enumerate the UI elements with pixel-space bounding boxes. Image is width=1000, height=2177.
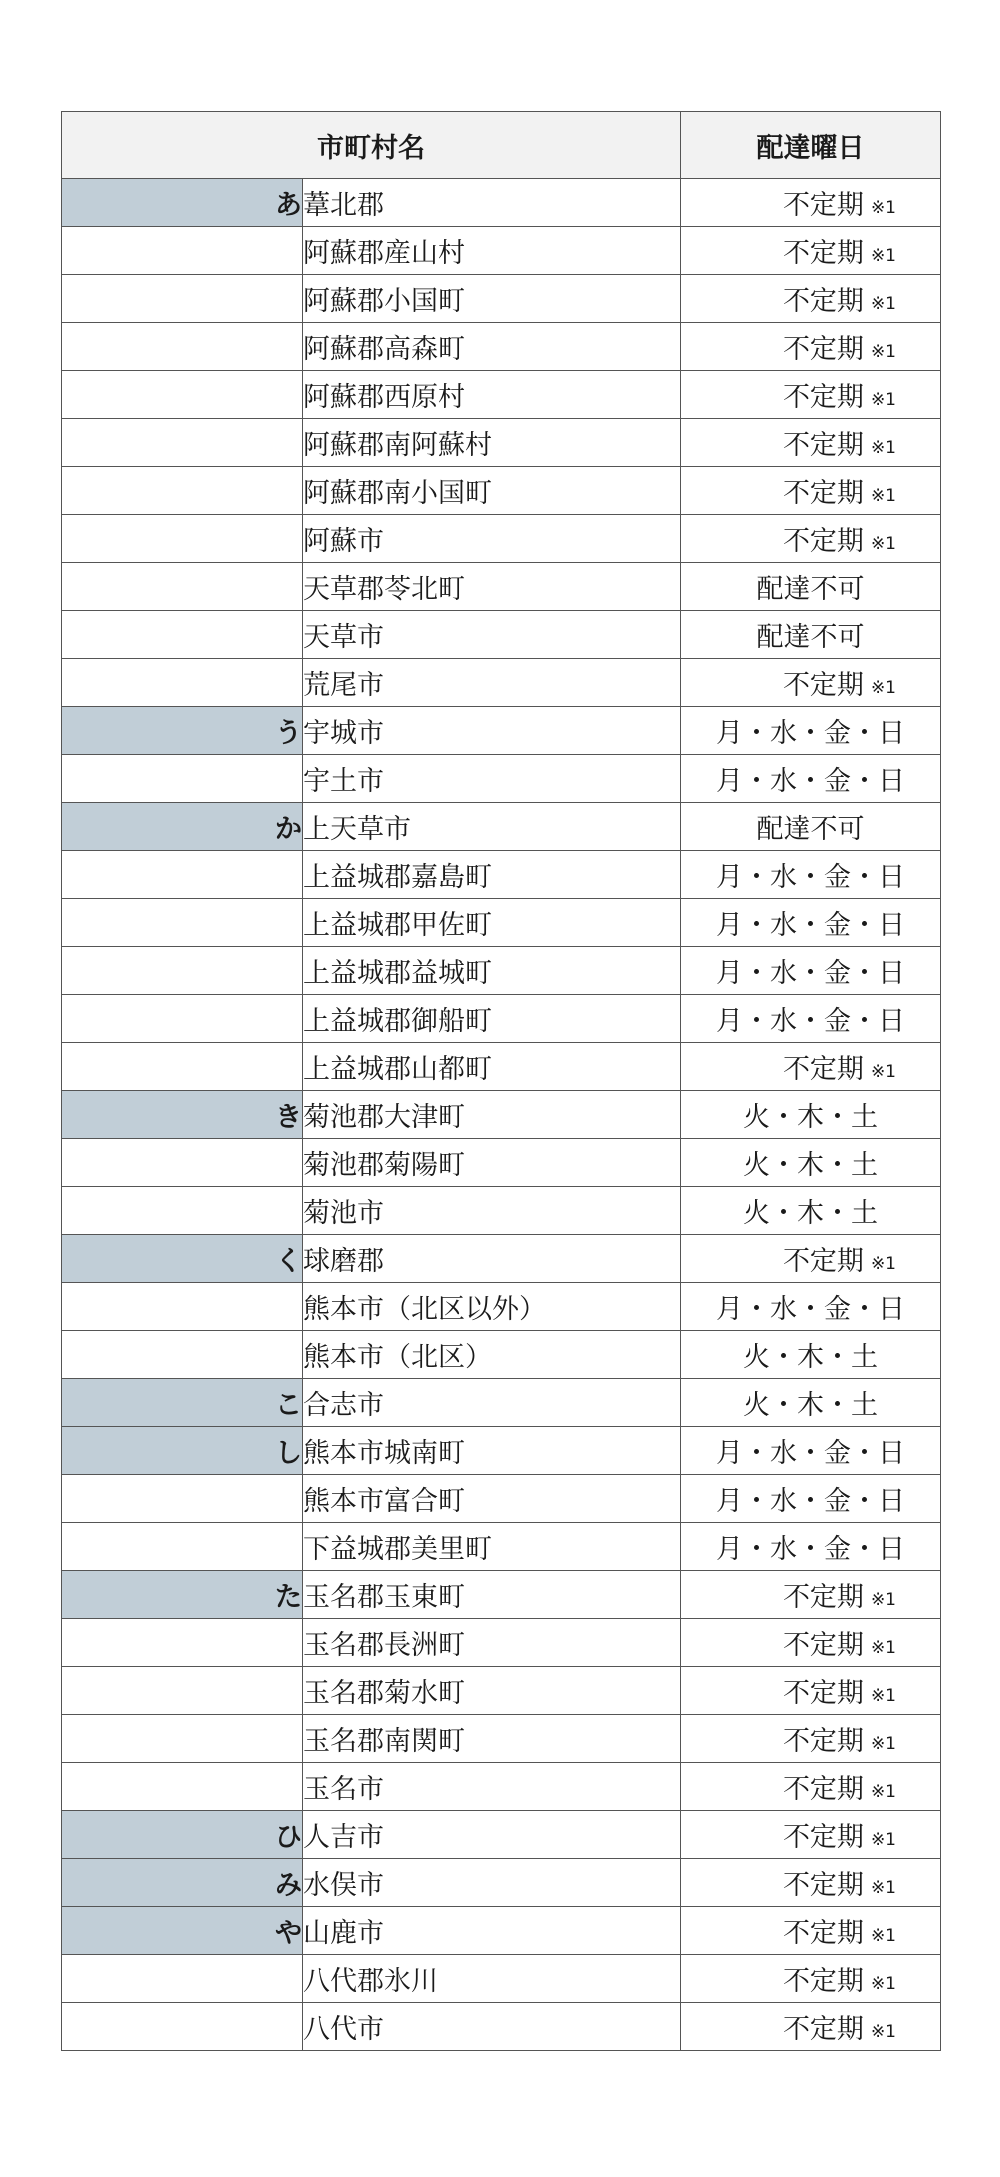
delivery-day-text: 月・水・金・日 [716,718,905,749]
footnote-mark: ※1 [870,246,896,266]
municipality-name-cell: 阿蘇郡南阿蘇村 [303,419,681,467]
delivery-schedule-table [61,111,941,2051]
municipality-name-cell: 八代郡氷川 [303,1955,681,2003]
kana-index-cell [62,419,303,467]
footnote-mark: ※1 [870,1254,896,1274]
footnote-mark: ※1 [870,1062,896,1082]
kana-index-cell [62,1763,303,1811]
kana-index-cell [62,563,303,611]
delivery-day-text: 月・水・金・日 [716,862,905,893]
delivery-day-text: 月・水・金・日 [716,1486,905,1517]
table-row [62,1139,941,1187]
kana-index-cell: う [62,707,303,755]
delivery-day-cell [681,611,941,659]
footnote-mark: ※1 [870,2022,896,2042]
municipality-name-cell: 菊池郡菊陽町 [303,1139,681,1187]
table-row [62,707,941,755]
table-row [62,1859,941,1907]
kana-index-cell: く [62,1235,303,1283]
kana-index-cell [62,467,303,515]
table-row [62,515,941,563]
delivery-day-text: 不定期 [782,1246,864,1277]
delivery-day-cell [681,179,941,227]
table-row [62,1427,941,1475]
municipality-name-cell: 宇城市 [303,707,681,755]
delivery-day-cell [681,755,941,803]
delivery-day-text: 配達不可 [756,814,865,845]
municipality-name-cell: 天草市 [303,611,681,659]
delivery-day-cell [681,1475,941,1523]
municipality-name-cell: 上益城郡山都町 [303,1043,681,1091]
delivery-day-text: 月・水・金・日 [716,1534,905,1565]
footnote-mark: ※1 [870,1638,896,1658]
delivery-day-text: 火・木・土 [743,1102,878,1133]
table-row [62,1955,941,2003]
municipality-name-cell: 八代市 [303,2003,681,2051]
delivery-day-cell [681,1331,941,1379]
delivery-day-cell [681,1139,941,1187]
municipality-name-cell: 菊池市 [303,1187,681,1235]
delivery-day-cell [681,371,941,419]
delivery-day-cell [681,1571,941,1619]
kana-index-cell: こ [62,1379,303,1427]
municipality-name-cell: 熊本市富合町 [303,1475,681,1523]
footnote-mark: ※1 [870,1782,896,1802]
delivery-day-text: 不定期 [782,1822,864,1853]
municipality-name-cell: 人吉市 [303,1811,681,1859]
table-row [62,1331,941,1379]
delivery-day-text: 火・木・土 [743,1150,878,1181]
delivery-day-cell [681,1763,941,1811]
delivery-day-cell [681,1523,941,1571]
table-row [62,1523,941,1571]
delivery-day-text: 不定期 [782,190,864,221]
municipality-name-cell: 玉名郡菊水町 [303,1667,681,1715]
table-row [62,2003,941,2051]
delivery-day-cell [681,1619,941,1667]
table-row [62,1379,941,1427]
municipality-name-cell: 菊池郡大津町 [303,1091,681,1139]
kana-index-cell: や [62,1907,303,1955]
kana-index-cell [62,275,303,323]
delivery-day-text: 月・水・金・日 [716,1006,905,1037]
delivery-day-text: 火・木・土 [743,1198,878,1229]
delivery-day-cell [681,1955,941,2003]
delivery-day-cell [681,227,941,275]
footnote-mark: ※1 [870,486,896,506]
delivery-day-cell [681,563,941,611]
delivery-day-text: 不定期 [782,2014,864,2045]
municipality-name-cell: 熊本市城南町 [303,1427,681,1475]
footnote-mark: ※1 [870,1590,896,1610]
delivery-day-text: 不定期 [782,430,864,461]
municipality-name-cell: 阿蘇郡産山村 [303,227,681,275]
kana-index-cell: か [62,803,303,851]
municipality-name-cell: 宇土市 [303,755,681,803]
delivery-day-cell [681,515,941,563]
table-row [62,1907,941,1955]
delivery-day-cell [681,1907,941,1955]
kana-index-cell [62,995,303,1043]
footnote-mark: ※1 [870,198,896,218]
kana-index-cell: し [62,1427,303,1475]
table-row [62,1235,941,1283]
municipality-name-cell: 阿蘇市 [303,515,681,563]
footnote-mark: ※1 [870,1830,896,1850]
municipality-name-cell: 熊本市（北区） [303,1331,681,1379]
table-row [62,1619,941,1667]
delivery-day-text: 不定期 [782,1966,864,1997]
municipality-name-cell: 阿蘇郡小国町 [303,275,681,323]
delivery-day-text: 不定期 [782,1870,864,1901]
delivery-day-text: 月・水・金・日 [716,958,905,989]
municipality-name-cell: 熊本市（北区以外） [303,1283,681,1331]
municipality-name-cell: 玉名郡長洲町 [303,1619,681,1667]
table-row [62,323,941,371]
table-row [62,227,941,275]
kana-index-cell [62,227,303,275]
footnote-mark: ※1 [870,294,896,314]
municipality-name-cell: 上益城郡御船町 [303,995,681,1043]
table-row [62,611,941,659]
delivery-day-cell [681,1379,941,1427]
table-body [62,179,941,2051]
municipality-name-cell: 阿蘇郡南小国町 [303,467,681,515]
table-row [62,1043,941,1091]
delivery-day-cell [681,1235,941,1283]
delivery-day-cell [681,803,941,851]
delivery-day-cell [681,851,941,899]
kana-index-cell [62,515,303,563]
municipality-name-cell: 上天草市 [303,803,681,851]
municipality-name-cell: 天草郡苓北町 [303,563,681,611]
delivery-day-cell [681,995,941,1043]
kana-index-cell: た [62,1571,303,1619]
table-row [62,995,941,1043]
municipality-name-cell: 玉名郡南関町 [303,1715,681,1763]
table-row [62,419,941,467]
delivery-day-cell [681,467,941,515]
table-row [62,1187,941,1235]
footnote-mark: ※1 [870,438,896,458]
table-row [62,1667,941,1715]
delivery-day-text: 火・木・土 [743,1342,878,1373]
kana-index-cell [62,1667,303,1715]
table-row [62,755,941,803]
delivery-day-text: 月・水・金・日 [716,1294,905,1325]
delivery-day-text: 不定期 [782,1582,864,1613]
kana-index-cell [62,371,303,419]
delivery-day-cell [681,947,941,995]
municipality-name-cell: 上益城郡甲佐町 [303,899,681,947]
kana-index-cell [62,2003,303,2051]
table-row [62,371,941,419]
delivery-day-text: 不定期 [782,286,864,317]
kana-index-cell [62,323,303,371]
municipality-name-cell: 合志市 [303,1379,681,1427]
delivery-day-cell [681,419,941,467]
table-row [62,1283,941,1331]
delivery-day-text: 配達不可 [756,574,865,605]
delivery-day-text: 不定期 [782,382,864,413]
delivery-day-text: 配達不可 [756,622,865,653]
delivery-day-text: 不定期 [782,334,864,365]
footnote-mark: ※1 [870,1974,896,1994]
delivery-day-cell [681,1859,941,1907]
municipality-name-cell: 下益城郡美里町 [303,1523,681,1571]
kana-index-cell [62,947,303,995]
delivery-day-text: 不定期 [782,1726,864,1757]
kana-index-cell [62,1139,303,1187]
table-row [62,851,941,899]
kana-index-cell [62,1715,303,1763]
municipality-name-cell: 上益城郡益城町 [303,947,681,995]
delivery-day-cell [681,1283,941,1331]
table-row [62,659,941,707]
municipality-name-cell: 荒尾市 [303,659,681,707]
municipality-name-cell: 水俣市 [303,1859,681,1907]
footnote-mark: ※1 [870,1878,896,1898]
delivery-day-cell [681,1715,941,1763]
delivery-day-text: 不定期 [782,1678,864,1709]
kana-index-cell [62,1523,303,1571]
table-header-row [62,112,941,179]
delivery-day-cell [681,1427,941,1475]
kana-index-cell: き [62,1091,303,1139]
delivery-day-text: 火・木・土 [743,1390,878,1421]
kana-index-cell [62,1187,303,1235]
kana-index-cell [62,1283,303,1331]
kana-index-cell [62,611,303,659]
delivery-day-cell [681,1091,941,1139]
kana-index-cell [62,1043,303,1091]
municipality-name-cell: 阿蘇郡高森町 [303,323,681,371]
footnote-mark: ※1 [870,1686,896,1706]
header-municipality: 市町村名 [62,112,681,179]
delivery-day-cell [681,1187,941,1235]
table-row [62,1571,941,1619]
table-row [62,1475,941,1523]
municipality-name-cell: 玉名郡玉東町 [303,1571,681,1619]
delivery-day-text: 月・水・金・日 [716,910,905,941]
table-row [62,1715,941,1763]
delivery-day-cell [681,323,941,371]
table-row [62,275,941,323]
delivery-day-text: 不定期 [782,1774,864,1805]
delivery-day-text: 不定期 [782,478,864,509]
table-row [62,1811,941,1859]
kana-index-cell: ひ [62,1811,303,1859]
delivery-day-cell [681,275,941,323]
delivery-day-text: 月・水・金・日 [716,766,905,797]
table-row [62,1091,941,1139]
table-row [62,1763,941,1811]
municipality-name-cell: 阿蘇郡西原村 [303,371,681,419]
delivery-day-cell [681,899,941,947]
table-row [62,179,941,227]
delivery-day-text: 不定期 [782,238,864,269]
kana-index-cell [62,1619,303,1667]
kana-index-cell [62,851,303,899]
footnote-mark: ※1 [870,534,896,554]
municipality-name-cell: 球磨郡 [303,1235,681,1283]
municipality-name-cell: 玉名市 [303,1763,681,1811]
footnote-mark: ※1 [870,342,896,362]
delivery-day-cell [681,659,941,707]
table-row [62,803,941,851]
footnote-mark: ※1 [870,1926,896,1946]
kana-index-cell [62,1331,303,1379]
delivery-day-text: 不定期 [782,526,864,557]
municipality-name-cell: 山鹿市 [303,1907,681,1955]
table-row [62,947,941,995]
footnote-mark: ※1 [870,1734,896,1754]
table-row [62,467,941,515]
delivery-day-cell [681,2003,941,2051]
kana-index-cell [62,1475,303,1523]
kana-index-cell [62,755,303,803]
header-delivery-day: 配達曜日 [681,112,941,179]
footnote-mark: ※1 [870,678,896,698]
kana-index-cell: み [62,1859,303,1907]
delivery-day-cell [681,1811,941,1859]
delivery-day-cell [681,707,941,755]
kana-index-cell [62,659,303,707]
delivery-day-text: 不定期 [782,1918,864,1949]
table-row [62,563,941,611]
delivery-day-text: 不定期 [782,1054,864,1085]
footnote-mark: ※1 [870,390,896,410]
kana-index-cell [62,1955,303,2003]
delivery-day-text: 不定期 [782,1630,864,1661]
delivery-day-cell [681,1667,941,1715]
municipality-name-cell: 上益城郡嘉島町 [303,851,681,899]
kana-index-cell: あ [62,179,303,227]
delivery-day-text: 月・水・金・日 [716,1438,905,1469]
delivery-day-text: 不定期 [782,670,864,701]
kana-index-cell [62,899,303,947]
delivery-day-cell [681,1043,941,1091]
municipality-name-cell: 葦北郡 [303,179,681,227]
table-row [62,899,941,947]
